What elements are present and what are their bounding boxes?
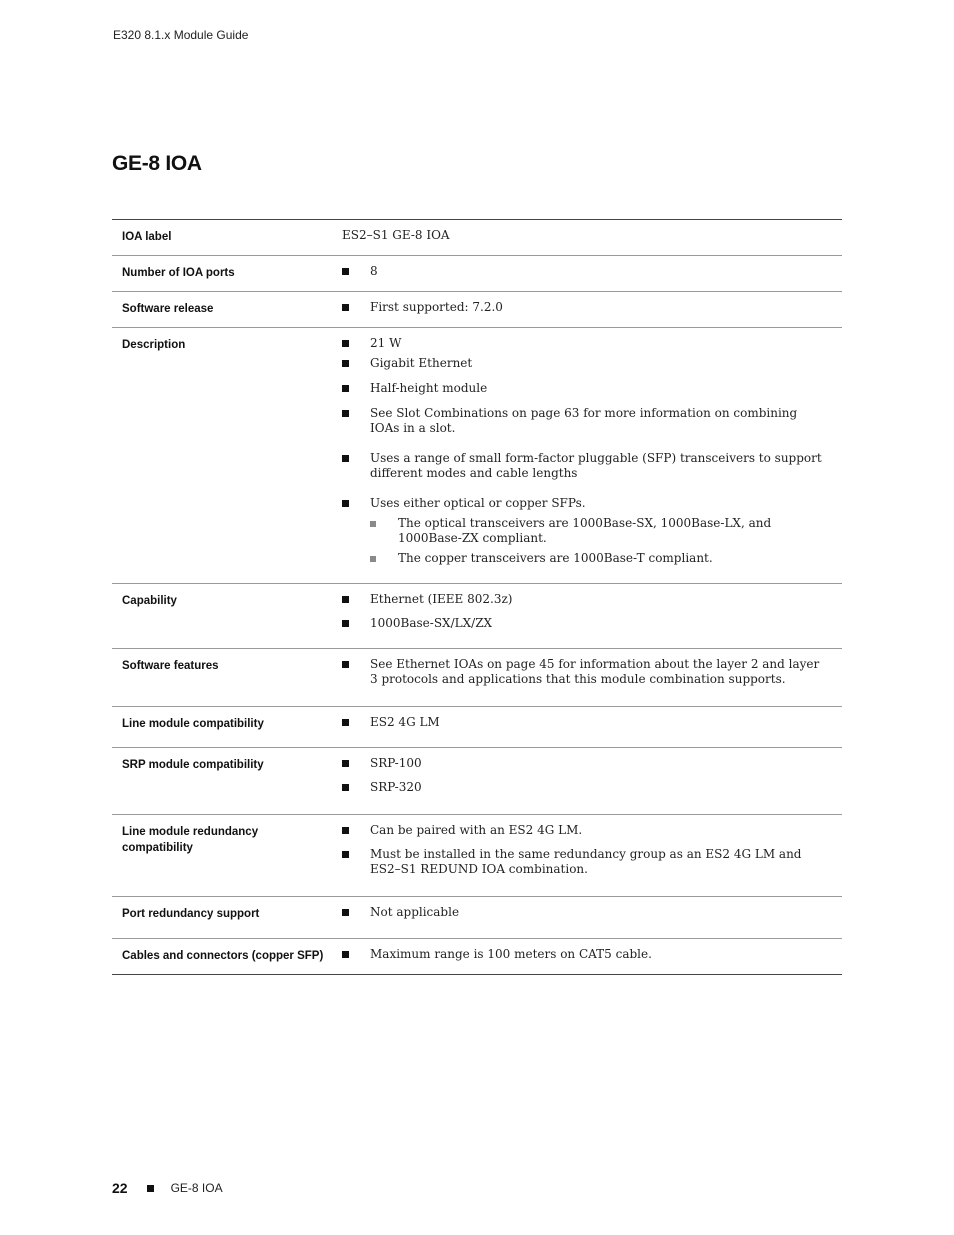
bullet-icon bbox=[342, 500, 349, 507]
bullet-icon bbox=[342, 909, 349, 916]
bullet-icon bbox=[342, 340, 349, 347]
page-number: 22 bbox=[112, 1180, 128, 1196]
row-label: Software features bbox=[112, 649, 332, 707]
table-row bbox=[112, 707, 842, 748]
list-item: First supported: 7.2.0 bbox=[342, 300, 830, 315]
row-value: ES2–S1 GE-8 IOA bbox=[342, 228, 450, 242]
bullet-icon bbox=[342, 596, 349, 603]
sub-list-item: The copper transceivers are 1000Base-T compliant. bbox=[370, 551, 830, 566]
list-item: Not applicable bbox=[342, 905, 830, 929]
bullet-icon bbox=[342, 719, 349, 726]
table-row bbox=[112, 256, 842, 292]
bullet-icon bbox=[342, 455, 349, 462]
table-row bbox=[112, 897, 842, 939]
list-item: Uses either optical or copper SFPs. The optical transceivers are 1000Base-SX, 1000Base-LX, and 1000Base-ZX compliant. The copper transceivers are 1000Base-T compliant. bbox=[342, 496, 830, 574]
row-label: Software release bbox=[112, 292, 332, 328]
row-label: IOA label bbox=[122, 231, 172, 243]
bullet-icon bbox=[342, 385, 349, 392]
bullet-icon bbox=[342, 661, 349, 668]
list-item: Gigabit Ethernet bbox=[342, 356, 830, 371]
list-item: See Slot Combinations on page 63 for more information on combining IOAs in a slot. bbox=[342, 406, 830, 436]
list-item: Maximum range is 100 meters on CAT5 cable. bbox=[342, 947, 830, 962]
list-item: 21 W bbox=[342, 336, 830, 351]
list-item: Uses a range of small form-factor pluggable (SFP) transceivers to support different modes and cable lengths bbox=[342, 451, 830, 481]
running-header: E320 8.1.x Module Guide bbox=[113, 28, 249, 42]
table-row bbox=[112, 220, 842, 256]
bullet-icon bbox=[342, 827, 349, 834]
bullet-icon bbox=[342, 268, 349, 275]
row-label: Port redundancy support bbox=[112, 897, 332, 939]
table-row bbox=[112, 939, 842, 975]
list-item: Can be paired with an ES2 4G LM. bbox=[342, 823, 830, 838]
list-item: ES2 4G LM bbox=[342, 715, 830, 738]
list-item: See Ethernet IOAs on page 45 for information about the layer 2 and layer 3 protocols and applications that this module combination supports. bbox=[342, 657, 830, 697]
row-label: Line module redundancy compatibility bbox=[112, 815, 332, 897]
table-row bbox=[112, 649, 842, 707]
spec-table bbox=[112, 219, 842, 975]
page-title: GE-8 IOA bbox=[112, 152, 202, 175]
bullet-icon bbox=[342, 784, 349, 791]
row-label: SRP module compatibility bbox=[112, 748, 332, 815]
bullet-icon bbox=[342, 410, 349, 417]
row-label: Cables and connectors (copper SFP) bbox=[112, 939, 332, 975]
bullet-icon bbox=[342, 851, 349, 858]
sub-bullet-icon bbox=[370, 521, 376, 527]
footer-section-title: GE-8 IOA bbox=[170, 1181, 223, 1195]
sub-list-item: The optical transceivers are 1000Base-SX, 1000Base-LX, and 1000Base-ZX compliant. bbox=[370, 516, 830, 546]
row-label: Line module compatibility bbox=[112, 707, 332, 748]
bullet-icon bbox=[342, 304, 349, 311]
bullet-icon bbox=[342, 360, 349, 367]
list-item: Must be installed in the same redundancy group as an ES2 4G LM and ES2–S1 REDUND IOA combination. bbox=[342, 847, 830, 887]
list-item: 8 bbox=[342, 264, 830, 279]
list-item: Ethernet (IEEE 802.3z) bbox=[342, 592, 830, 607]
bullet-icon bbox=[342, 620, 349, 627]
table-row bbox=[112, 328, 842, 584]
table-row bbox=[112, 292, 842, 328]
list-item: SRP-100 bbox=[342, 756, 830, 771]
sub-bullet-icon bbox=[370, 556, 376, 562]
table-row bbox=[112, 815, 842, 897]
footer-bullet-icon bbox=[147, 1185, 154, 1192]
row-label: Description bbox=[112, 328, 332, 584]
bullet-icon bbox=[342, 951, 349, 958]
row-label: Number of IOA ports bbox=[112, 256, 332, 292]
bullet-icon bbox=[342, 760, 349, 767]
list-item: 1000Base-SX/LX/ZX bbox=[342, 616, 830, 639]
table-row bbox=[112, 584, 842, 649]
page-footer bbox=[112, 1179, 223, 1197]
list-item: Half-height module bbox=[342, 381, 830, 396]
row-label: Capability bbox=[112, 584, 332, 649]
table-row bbox=[112, 748, 842, 815]
list-item: SRP-320 bbox=[342, 780, 830, 805]
